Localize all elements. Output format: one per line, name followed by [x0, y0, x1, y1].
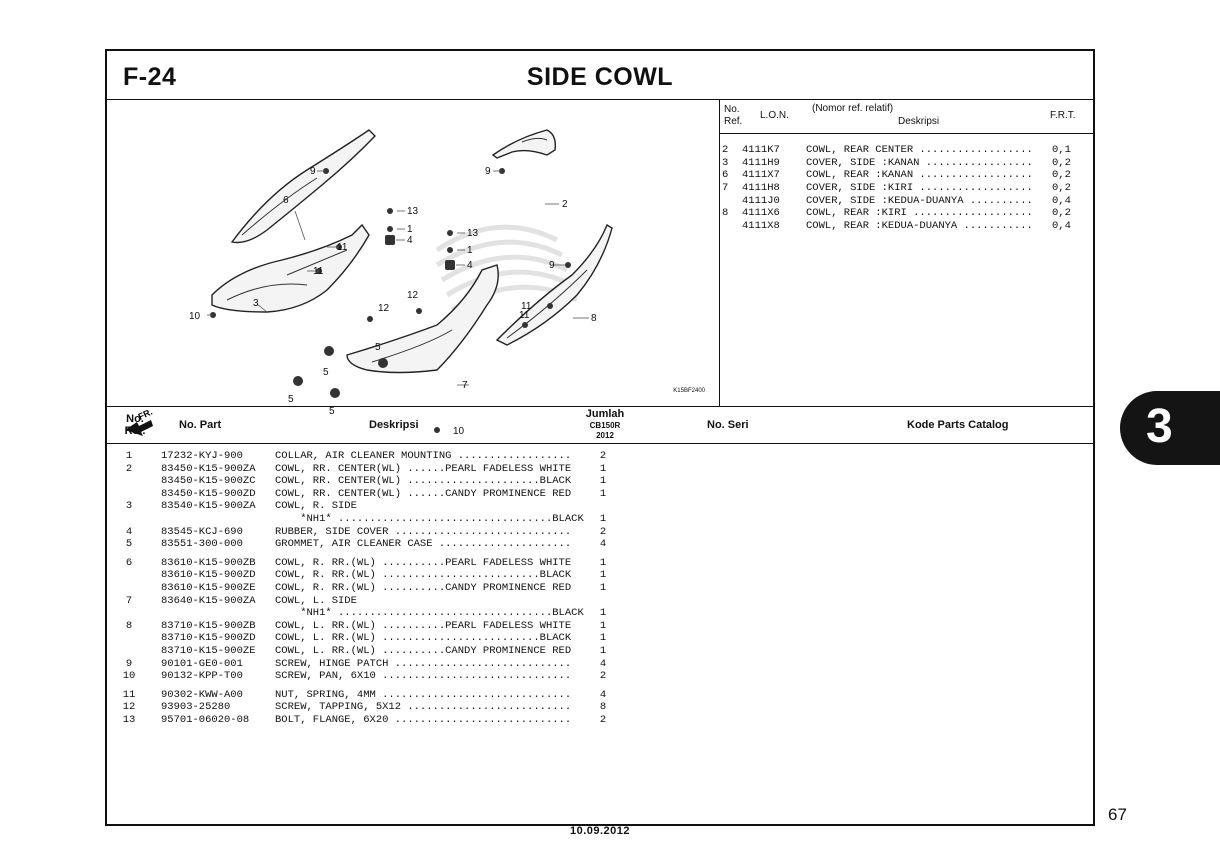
frt-lon: 4111J0 — [742, 194, 780, 207]
part-number: 83610-K15-900ZD — [161, 569, 256, 582]
frt-ref: 3 — [722, 156, 729, 169]
part-description: SCREW, HINGE PATCH ............................ — [275, 657, 572, 670]
part-description: SCREW, TAPPING, 5X12 .......................... — [275, 701, 572, 714]
part-number: 83610-K15-900ZE — [161, 581, 256, 594]
frt-value: 0,2 — [1052, 182, 1071, 195]
part-ref: 5 — [125, 538, 133, 551]
frt-desc: COWL, REAR :KEDUA-DUANYA ........... — [806, 220, 1033, 233]
callout-10: 10 — [189, 311, 201, 322]
callout-7: 7 — [462, 380, 468, 391]
part-number: 17232-KYJ-900 — [161, 450, 243, 462]
frt-col-deskripsi: Deskripsi — [898, 116, 940, 127]
part-number: 83545-KCJ-690 — [161, 525, 243, 538]
part-quantity: 2 — [599, 670, 607, 683]
part-description: *NH1* ..................................BLACK — [275, 512, 584, 525]
frt-value: 0,4 — [1052, 220, 1071, 233]
part-quantity: 1 — [599, 619, 607, 632]
part-quantity: 2 — [599, 713, 607, 726]
parts-row — [107, 463, 1093, 476]
parts-col-kode: Kode Parts Catalog — [907, 419, 1009, 431]
frt-lon: 4111X7 — [742, 169, 780, 182]
callout-11: 11 — [521, 301, 532, 312]
part-number: 83710-K15-900ZB — [161, 619, 256, 632]
part-quantity: 1 — [599, 581, 607, 594]
frt-col-no-ref: No. Ref. — [724, 104, 743, 127]
parts-row — [107, 526, 1093, 539]
part-description: COWL, L. SIDE — [275, 594, 357, 607]
callout-5: 5 — [323, 367, 329, 378]
part-number: 95701-06020-08 — [161, 713, 250, 726]
part-number: 90132-KPP-T00 — [161, 670, 243, 683]
frt-col-nomor: (Nomor ref. relatif) — [812, 103, 894, 114]
part-ref: 8 — [125, 619, 133, 632]
part-quantity: 1 — [599, 607, 607, 620]
parts-row — [107, 513, 1093, 526]
frt-desc: COVER, SIDE :KIRI .................. — [806, 182, 1033, 195]
parts-col-no-seri: No. Seri — [707, 419, 749, 431]
parts-col-year: 2012 — [596, 431, 614, 440]
parts-table-body — [107, 450, 1093, 726]
part-number: 83640-K15-900ZA — [161, 594, 256, 607]
parts-row — [107, 645, 1093, 658]
parts-row — [107, 620, 1093, 633]
parts-row — [107, 500, 1093, 513]
frt-lon: 4111H8 — [742, 182, 780, 195]
part-quantity: 4 — [599, 657, 607, 670]
part-quantity: 1 — [599, 644, 607, 657]
frt-ref: 7 — [722, 182, 729, 195]
parts-col-no-part: No. Part — [179, 419, 222, 431]
callout-12: 12 — [378, 303, 390, 314]
part-description: COWL, RR. CENTER(WL) .....................BLACK — [275, 475, 572, 488]
callout-10: 10 — [453, 426, 465, 437]
part-number: 90302-KWW-A00 — [161, 688, 243, 701]
frt-lon: 4111K7 — [742, 144, 780, 156]
part-number: 83710-K15-900ZE — [161, 644, 256, 657]
callout-4: 4 — [467, 260, 473, 271]
callout-3: 3 — [253, 298, 259, 309]
part-number: 83610-K15-900ZB — [161, 556, 256, 569]
frt-value: 0,1 — [1052, 144, 1071, 156]
callout-5: 5 — [329, 406, 335, 417]
parts-row — [107, 557, 1093, 570]
callout-5: 5 — [288, 394, 294, 405]
part-description: COWL, L. RR.(WL) .........................BLACK — [275, 632, 572, 645]
part-description: *NH1* ..................................BLACK — [275, 607, 584, 620]
parts-row — [107, 689, 1093, 702]
callout-4: 4 — [407, 235, 413, 246]
frt-col-lon: L.O.N. — [760, 110, 789, 121]
part-number: 83710-K15-900ZD — [161, 632, 256, 645]
part-ref: 1 — [125, 450, 133, 462]
part-number: 83551-300-000 — [161, 538, 243, 551]
part-quantity: 1 — [599, 556, 607, 569]
callout-1: 1 — [467, 245, 473, 256]
part-quantity: 1 — [599, 475, 607, 488]
part-description: BOLT, FLANGE, 6X20 ............................ — [275, 713, 572, 726]
section-tab-number: 3 — [1146, 400, 1173, 453]
part-description: NUT, SPRING, 4MM .............................. — [275, 688, 572, 701]
callout-8: 8 — [591, 313, 597, 324]
callout-5: 5 — [375, 342, 381, 353]
frt-lon: 4111X8 — [742, 220, 780, 233]
part-number: 83450-K15-900ZC — [161, 475, 256, 488]
parts-row — [107, 595, 1093, 608]
part-description: COWL, RR. CENTER(WL) ......CANDY PROMINENCE RED — [275, 487, 572, 500]
frt-value: 0,2 — [1052, 169, 1071, 182]
parts-row — [107, 475, 1093, 488]
callout-11: 11 — [313, 266, 324, 277]
callout-6: 6 — [283, 195, 289, 206]
part-quantity: 1 — [599, 487, 607, 500]
part-ref: 9 — [125, 657, 133, 670]
part-description: GROMMET, AIR CLEANER CASE ..................... — [275, 538, 572, 551]
part-ref: 7 — [125, 594, 133, 607]
part-quantity: 8 — [599, 701, 607, 714]
front-arrow-label: FR. — [136, 406, 154, 422]
part-description: SCREW, PAN, 6X10 .............................. — [275, 670, 572, 683]
footer-date: 10.09.2012 — [569, 825, 631, 837]
part-ref: 2 — [125, 462, 133, 475]
callout-11: 11 — [337, 242, 348, 253]
part-quantity: 2 — [599, 525, 607, 538]
part-ref: 10 — [122, 670, 136, 683]
frt-value: 0,4 — [1052, 194, 1071, 207]
parts-row — [107, 658, 1093, 671]
frt-desc: COWL, REAR :KANAN .................. — [806, 169, 1033, 182]
callout-13: 13 — [407, 206, 419, 217]
part-ref: 3 — [125, 500, 133, 513]
part-description: COWL, L. RR.(WL) ..........CANDY PROMINENCE RED — [275, 644, 572, 657]
part-description: COWL, R. RR.(WL) .........................BLACK — [275, 569, 572, 582]
frt-value: 0,2 — [1052, 207, 1071, 220]
callout-2: 2 — [562, 199, 568, 210]
parts-row — [107, 582, 1093, 595]
part-quantity: 4 — [599, 688, 607, 701]
parts-col-deskripsi: Deskripsi — [369, 419, 419, 431]
part-ref: 6 — [125, 556, 133, 569]
parts-row — [107, 701, 1093, 714]
part-quantity: 1 — [599, 569, 607, 582]
parts-row — [107, 632, 1093, 645]
part-number: 90101-GE0-001 — [161, 657, 243, 670]
callout-11: 11 — [519, 310, 530, 321]
parts-col-no-ref: No. Ref. — [124, 413, 146, 437]
parts-row — [107, 670, 1093, 683]
frt-lon: 4111H9 — [742, 156, 780, 169]
frt-lon: 4111X6 — [742, 207, 780, 220]
part-quantity: 2 — [599, 450, 607, 462]
part-quantity: 1 — [599, 512, 607, 525]
part-description: COWL, R. RR.(WL) ..........CANDY PROMINENCE RED — [275, 581, 572, 594]
part-number: 83450-K15-900ZA — [161, 462, 256, 475]
part-ref: 13 — [122, 713, 136, 726]
part-description: RUBBER, SIDE COVER ............................ — [275, 525, 572, 538]
part-ref: 11 — [122, 688, 136, 701]
section-tab — [1120, 391, 1220, 465]
part-ref: 12 — [122, 701, 136, 714]
part-description: COWL, R. SIDE — [275, 500, 357, 513]
part-quantity: 1 — [599, 632, 607, 645]
parts-row — [107, 569, 1093, 582]
frt-col-frt: F.R.T. — [1050, 110, 1076, 121]
frt-desc: COVER, SIDE :KEDUA-DUANYA .......... — [806, 194, 1033, 207]
callout-13: 13 — [467, 228, 479, 239]
section-code: F-24 — [123, 63, 177, 91]
frt-value: 0,2 — [1052, 156, 1071, 169]
frt-desc: COWL, REAR CENTER .................. — [806, 144, 1033, 156]
part-number: 83450-K15-900ZD — [161, 487, 256, 500]
figure-code: K15BF2400 — [673, 388, 705, 394]
part-quantity: 1 — [599, 462, 607, 475]
parts-row — [107, 607, 1093, 620]
frt-desc: COVER, SIDE :KANAN ................. — [806, 156, 1033, 169]
part-quantity: 4 — [599, 538, 607, 551]
part-description: COWL, R. RR.(WL) ..........PEARL FADELESS WHITE — [275, 556, 572, 569]
part-2-rear-center-cowl — [493, 130, 555, 158]
callout-9: 9 — [485, 166, 491, 177]
parts-row — [107, 488, 1093, 501]
frt-ref: 8 — [722, 207, 729, 220]
page-title: SIDE COWL — [526, 63, 674, 91]
part-description: COWL, RR. CENTER(WL) ......PEARL FADELESS WHITE — [275, 462, 572, 475]
parts-catalog-page — [105, 49, 1095, 826]
frt-table-header — [720, 100, 1093, 134]
parts-row — [107, 714, 1093, 727]
parts-col-model: CB150R — [589, 421, 621, 430]
page-header — [107, 51, 1093, 100]
part-description: COWL, L. RR.(WL) ..........PEARL FADELESS WHITE — [275, 619, 572, 632]
part-number: 93903-25280 — [161, 701, 231, 714]
callout-9: 9 — [310, 166, 316, 177]
frt-desc: COWL, REAR :KIRI ................... — [806, 207, 1033, 220]
part-ref: 4 — [125, 525, 133, 538]
frt-ref: 2 — [722, 144, 729, 156]
parts-col-jumlah: Jumlah — [585, 408, 625, 420]
parts-row — [107, 450, 1093, 463]
frt-ref: 6 — [722, 169, 729, 182]
part-description: COLLAR, AIR CLEANER MOUNTING .................. — [275, 450, 572, 462]
callout-1: 1 — [407, 224, 413, 235]
parts-table-header — [107, 406, 1093, 444]
page-number: 67 — [1108, 805, 1127, 824]
callout-12: 12 — [407, 290, 419, 301]
parts-row — [107, 538, 1093, 551]
callout-9: 9 — [549, 260, 555, 271]
part-number: 83540-K15-900ZA — [161, 500, 256, 513]
